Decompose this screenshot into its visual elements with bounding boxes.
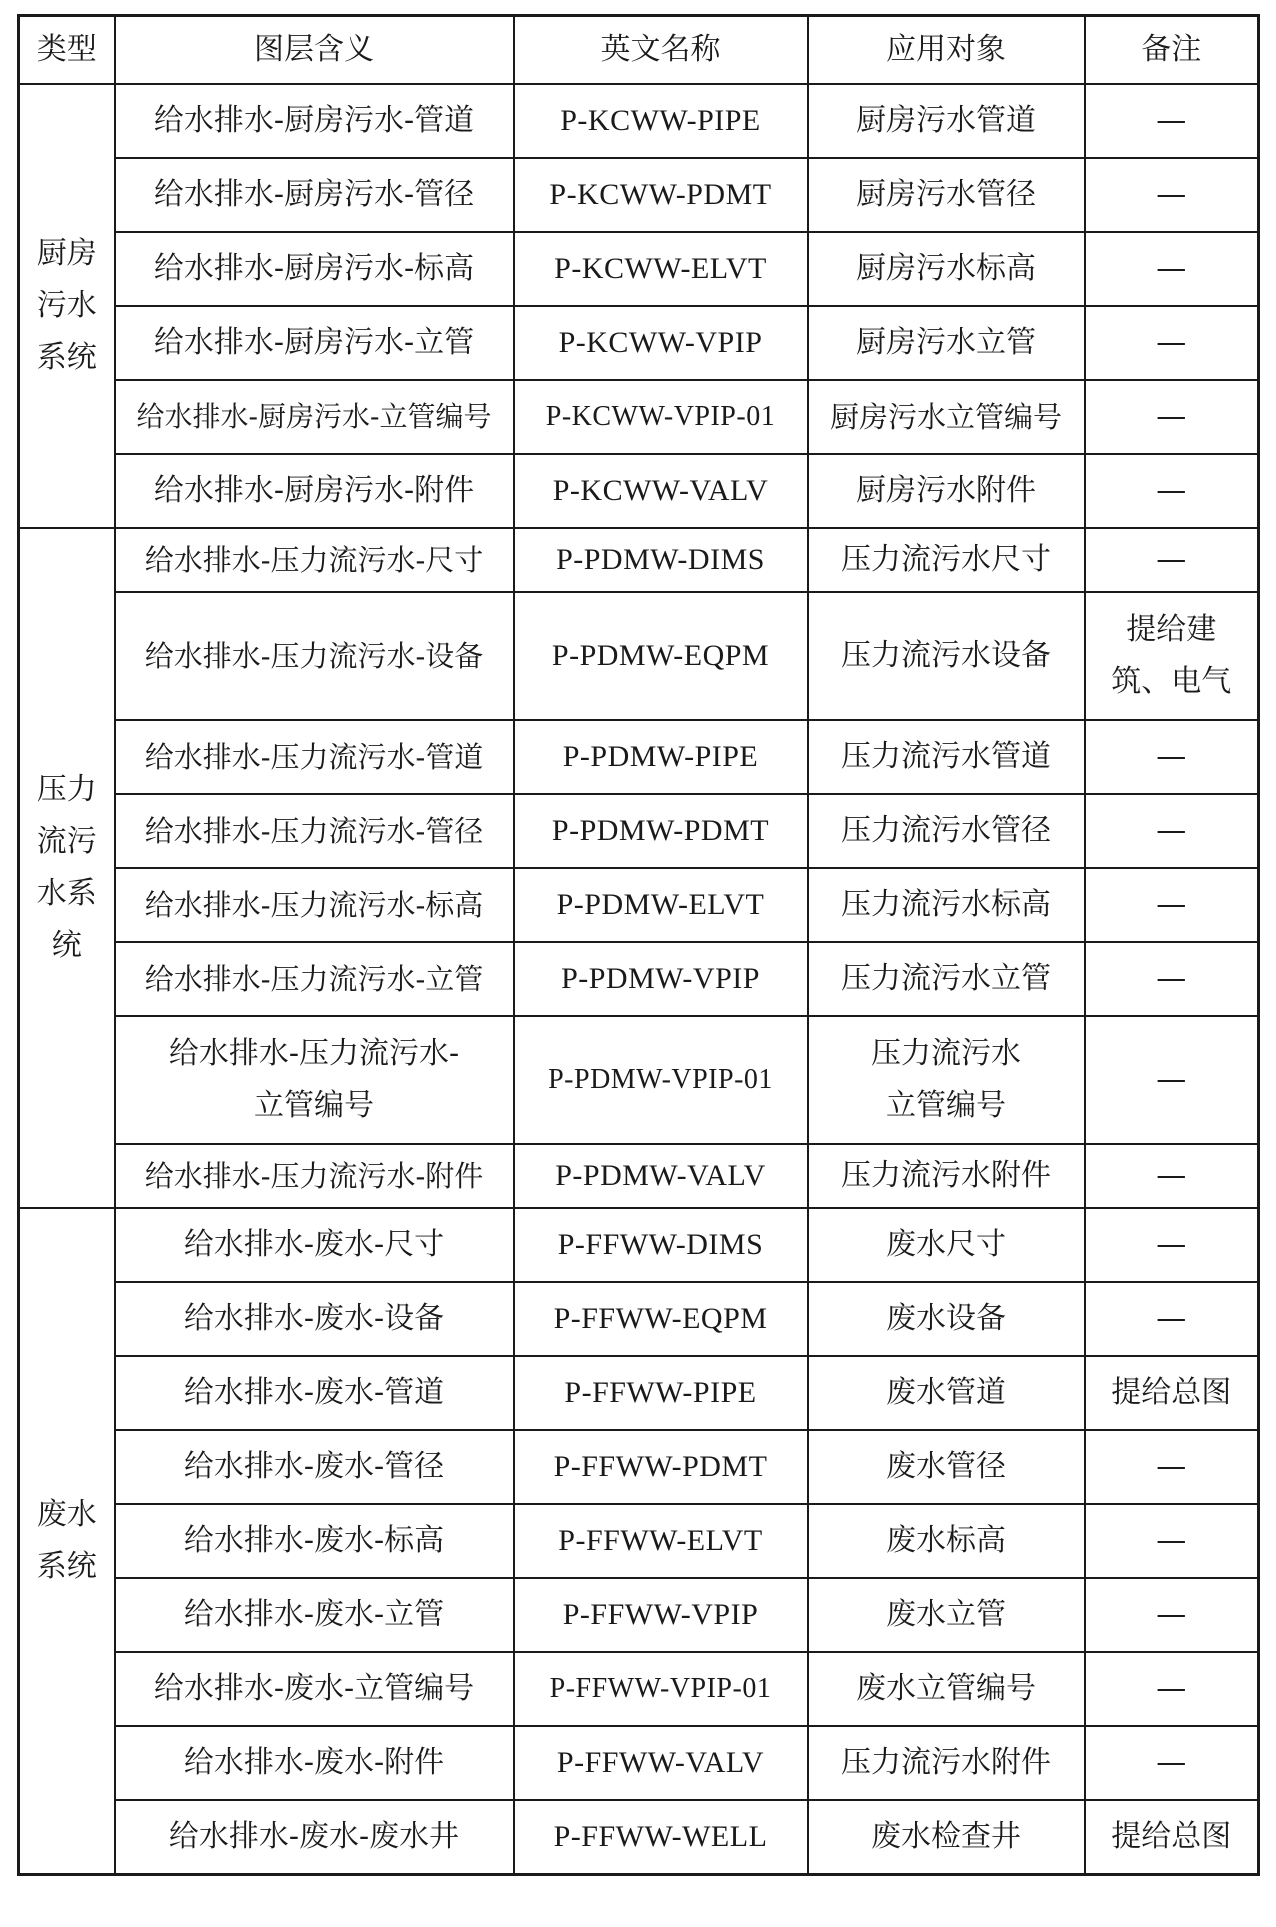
object-cell: 废水尺寸 — [808, 1208, 1085, 1282]
table-row — [19, 158, 1259, 232]
code-cell: P-PDMW-PIPE — [514, 720, 808, 794]
object-cell: 厨房污水管道 — [808, 84, 1085, 158]
meaning-cell: 给水排水-废水-立管编号 — [115, 1652, 514, 1726]
table-row — [19, 84, 1259, 158]
meaning-cell: 给水排水-废水-管径 — [115, 1430, 514, 1504]
object-cell: 压力流污水附件 — [808, 1726, 1085, 1800]
note-cell: — — [1085, 380, 1259, 454]
header-type: 类型 — [19, 16, 115, 85]
meaning-cell: 给水排水-废水-设备 — [115, 1282, 514, 1356]
note-cell: — — [1085, 1578, 1259, 1652]
meaning-cell: 给水排水-废水-管道 — [115, 1356, 514, 1430]
note-cell: — — [1085, 158, 1259, 232]
object-cell: 废水管径 — [808, 1430, 1085, 1504]
note-cell: — — [1085, 1504, 1259, 1578]
code-cell: P-KCWW-ELVT — [514, 232, 808, 306]
meaning-cell: 给水排水-厨房污水-管道 — [115, 84, 514, 158]
note-cell: — — [1085, 1282, 1259, 1356]
object-cell: 厨房污水立管编号 — [808, 380, 1085, 454]
code-cell: P-FFWW-VPIP — [514, 1578, 808, 1652]
note-cell: — — [1085, 868, 1259, 942]
code-cell: P-FFWW-ELVT — [514, 1504, 808, 1578]
table-row — [19, 1016, 1259, 1144]
code-cell: P-FFWW-EQPM — [514, 1282, 808, 1356]
table-row — [19, 380, 1259, 454]
table-row — [19, 1652, 1259, 1726]
note-cell: — — [1085, 454, 1259, 528]
table-row — [19, 1800, 1259, 1874]
object-cell: 废水设备 — [808, 1282, 1085, 1356]
code-cell: P-KCWW-PDMT — [514, 158, 808, 232]
table-row — [19, 592, 1259, 720]
meaning-cell: 给水排水-厨房污水-立管编号 — [115, 380, 514, 454]
table-row — [19, 1282, 1259, 1356]
code-cell: P-PDMW-ELVT — [514, 868, 808, 942]
note-cell: — — [1085, 232, 1259, 306]
meaning-cell: 给水排水-压力流污水-尺寸 — [115, 528, 514, 592]
header-object: 应用对象 — [808, 16, 1085, 85]
object-cell: 压力流污水管径 — [808, 794, 1085, 868]
table-row — [19, 794, 1259, 868]
code-cell: P-PDMW-VPIP — [514, 942, 808, 1016]
object-cell: 废水检查井 — [808, 1800, 1085, 1874]
code-cell: P-KCWW-VPIP-01 — [514, 380, 808, 454]
header-note: 备注 — [1085, 16, 1259, 85]
table-row — [19, 306, 1259, 380]
code-cell: P-KCWW-VPIP — [514, 306, 808, 380]
object-cell: 厨房污水附件 — [808, 454, 1085, 528]
meaning-cell: 给水排水-废水-尺寸 — [115, 1208, 514, 1282]
table-row — [19, 528, 1259, 592]
object-cell: 压力流污水设备 — [808, 592, 1085, 720]
meaning-cell: 给水排水-压力流污水-附件 — [115, 1144, 514, 1208]
note-cell: — — [1085, 1144, 1259, 1208]
code-cell: P-KCWW-VALV — [514, 454, 808, 528]
note-cell: 提给建筑、电气 — [1085, 592, 1259, 720]
meaning-cell: 给水排水-废水-立管 — [115, 1578, 514, 1652]
object-cell: 压力流污水尺寸 — [808, 528, 1085, 592]
meaning-cell: 给水排水-压力流污水-立管 — [115, 942, 514, 1016]
note-cell: 提给总图 — [1085, 1800, 1259, 1874]
note-cell: — — [1085, 306, 1259, 380]
meaning-cell: 给水排水-厨房污水-附件 — [115, 454, 514, 528]
meaning-cell: 给水排水-废水-附件 — [115, 1726, 514, 1800]
object-cell: 废水立管编号 — [808, 1652, 1085, 1726]
meaning-cell: 给水排水-压力流污水-设备 — [115, 592, 514, 720]
code-cell: P-PDMW-DIMS — [514, 528, 808, 592]
note-cell: — — [1085, 720, 1259, 794]
object-cell: 厨房污水管径 — [808, 158, 1085, 232]
object-cell: 废水标高 — [808, 1504, 1085, 1578]
code-cell: P-PDMW-EQPM — [514, 592, 808, 720]
code-cell: P-PDMW-VALV — [514, 1144, 808, 1208]
table-row — [19, 1208, 1259, 1282]
table-row — [19, 1144, 1259, 1208]
table-row — [19, 1430, 1259, 1504]
meaning-cell: 给水排水-厨房污水-管径 — [115, 158, 514, 232]
code-cell: P-FFWW-PIPE — [514, 1356, 808, 1430]
table-row — [19, 454, 1259, 528]
header-meaning: 图层含义 — [115, 16, 514, 85]
object-cell: 厨房污水立管 — [808, 306, 1085, 380]
note-cell: — — [1085, 1208, 1259, 1282]
group-type-cell: 压力流污水系统 — [19, 528, 115, 1208]
object-cell: 压力流污水标高 — [808, 868, 1085, 942]
table-row — [19, 1578, 1259, 1652]
note-cell: — — [1085, 1726, 1259, 1800]
group-type-cell: 厨房污水系统 — [19, 84, 115, 528]
object-cell: 压力流污水管道 — [808, 720, 1085, 794]
note-cell: — — [1085, 84, 1259, 158]
object-cell: 废水管道 — [808, 1356, 1085, 1430]
code-cell: P-FFWW-VPIP-01 — [514, 1652, 808, 1726]
note-cell: — — [1085, 1016, 1259, 1144]
meaning-cell: 给水排水-废水-废水井 — [115, 1800, 514, 1874]
meaning-cell: 给水排水-压力流污水-管径 — [115, 794, 514, 868]
code-cell: P-FFWW-DIMS — [514, 1208, 808, 1282]
meaning-cell: 给水排水-厨房污水-立管 — [115, 306, 514, 380]
table-row — [19, 1504, 1259, 1578]
note-cell: — — [1085, 794, 1259, 868]
object-cell: 压力流污水立管 — [808, 942, 1085, 1016]
code-cell: P-FFWW-VALV — [514, 1726, 808, 1800]
meaning-cell: 给水排水-压力流污水-立管编号 — [115, 1016, 514, 1144]
note-cell: — — [1085, 1652, 1259, 1726]
object-cell: 压力流污水立管编号 — [808, 1016, 1085, 1144]
code-cell: P-PDMW-PDMT — [514, 794, 808, 868]
meaning-cell: 给水排水-压力流污水-管道 — [115, 720, 514, 794]
object-cell: 废水立管 — [808, 1578, 1085, 1652]
meaning-cell: 给水排水-厨房污水-标高 — [115, 232, 514, 306]
object-cell: 厨房污水标高 — [808, 232, 1085, 306]
table-row — [19, 1356, 1259, 1430]
meaning-cell: 给水排水-废水-标高 — [115, 1504, 514, 1578]
object-cell: 压力流污水附件 — [808, 1144, 1085, 1208]
table-row — [19, 232, 1259, 306]
note-cell: — — [1085, 942, 1259, 1016]
group-type-cell: 废水系统 — [19, 1208, 115, 1874]
table-row — [19, 720, 1259, 794]
table-row — [19, 942, 1259, 1016]
code-cell: P-FFWW-PDMT — [514, 1430, 808, 1504]
code-cell: P-PDMW-VPIP-01 — [514, 1016, 808, 1144]
header-row — [19, 16, 1259, 85]
note-cell: — — [1085, 528, 1259, 592]
header-english-name: 英文名称 — [514, 16, 808, 85]
layer-table — [17, 14, 1260, 1876]
code-cell: P-FFWW-WELL — [514, 1800, 808, 1874]
note-cell: 提给总图 — [1085, 1356, 1259, 1430]
meaning-cell: 给水排水-压力流污水-标高 — [115, 868, 514, 942]
code-cell: P-KCWW-PIPE — [514, 84, 808, 158]
note-cell: — — [1085, 1430, 1259, 1504]
table-row — [19, 1726, 1259, 1800]
table-row — [19, 868, 1259, 942]
